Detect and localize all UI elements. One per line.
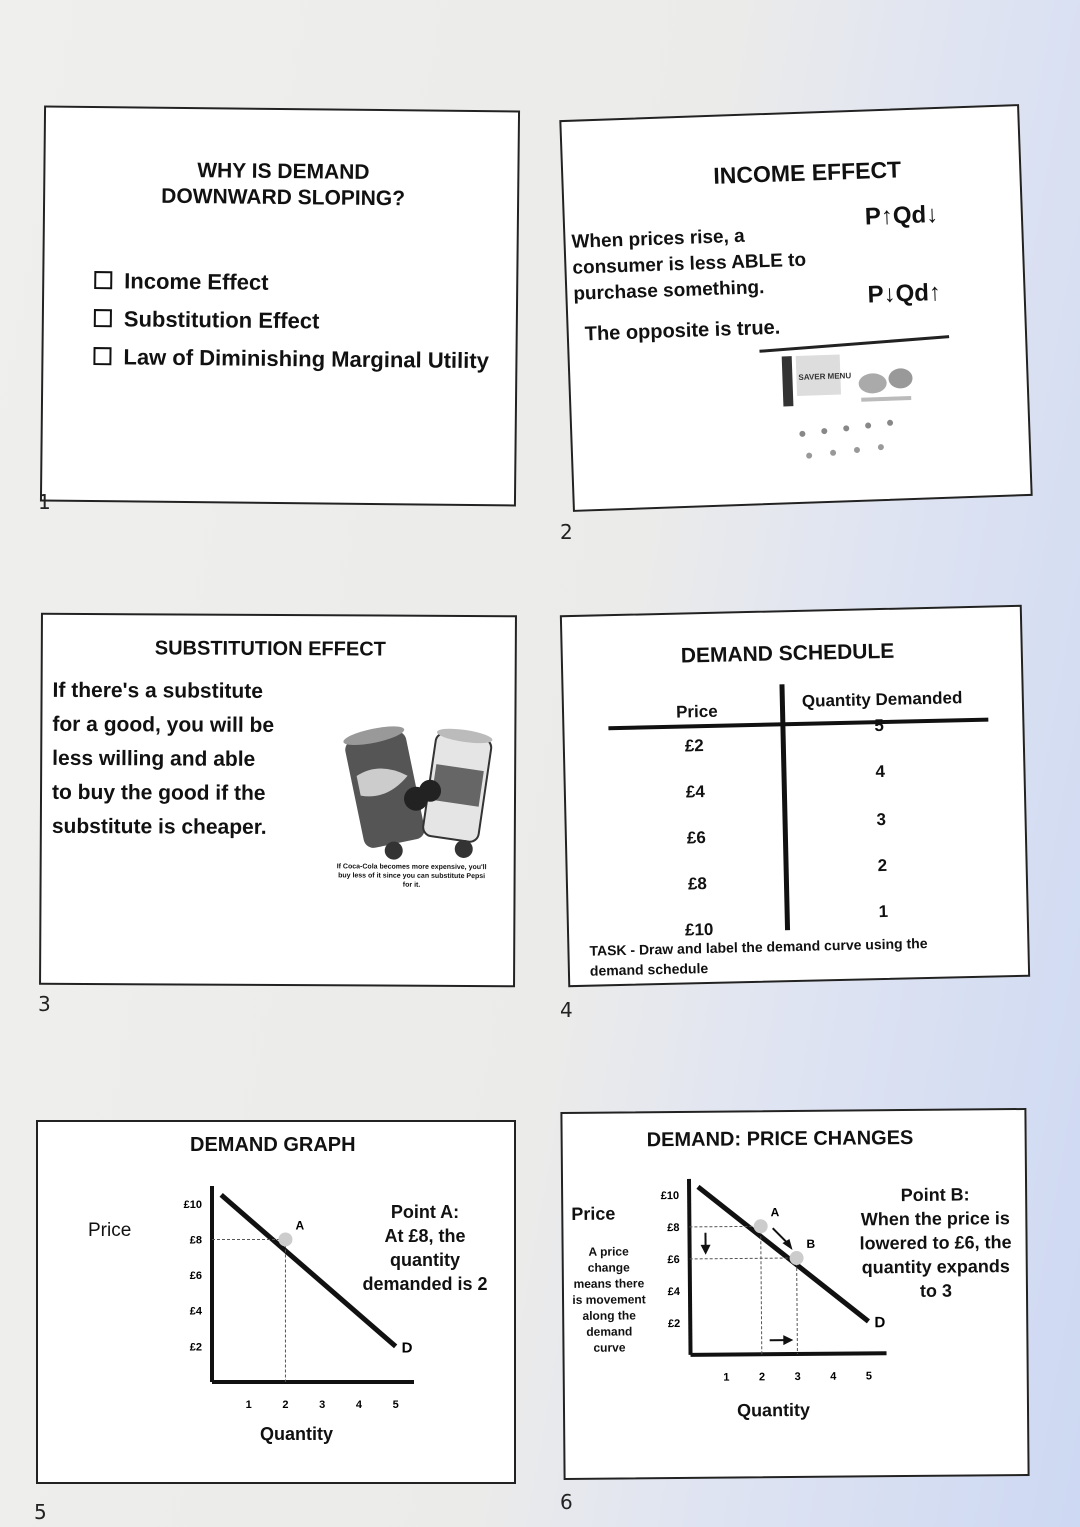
- curve-label: D: [401, 1339, 413, 1357]
- table-cell-price: £4: [685, 782, 706, 802]
- slide5-title: DEMAND GRAPH: [190, 1134, 356, 1156]
- slide-number-3: 3: [38, 992, 51, 1016]
- slide3-title: SUBSTITUTION EFFECT: [154, 637, 386, 661]
- y-tick-label: £8: [667, 1222, 680, 1235]
- table-cell-price: £6: [686, 828, 707, 848]
- y-axis: [689, 1179, 691, 1355]
- note-line-2: At £8, the: [384, 1226, 466, 1246]
- checkbox-icon: [93, 347, 111, 365]
- slide2-opposite: The opposite is true.: [584, 316, 781, 346]
- x-tick-label: 1: [245, 1399, 252, 1411]
- side-line: change: [587, 1260, 630, 1275]
- y-tick-label: £4: [189, 1305, 202, 1318]
- side-line: A price: [588, 1244, 629, 1259]
- saver-menu-sign: SAVER MENU: [798, 371, 852, 382]
- x-tick-label: 5: [865, 1370, 873, 1383]
- table-cell-qty: 2: [877, 855, 888, 876]
- slide3-body-line1: If there's a substitute: [52, 678, 264, 703]
- slide2-body-line3: purchase something.: [573, 277, 765, 305]
- checkbox-icon: [94, 271, 112, 289]
- slide2-formula-2: P↓Qd↑: [867, 278, 942, 309]
- slide-number-4: 4: [560, 998, 573, 1022]
- slide1-item-1: [94, 268, 269, 296]
- x-tick-label: 2: [282, 1399, 289, 1411]
- slide1-title-line1: WHY IS DEMAND: [197, 159, 370, 184]
- y-tick-label: £6: [667, 1254, 680, 1267]
- data-point: [754, 1219, 768, 1233]
- item-text: Law of Diminishing Marginal Utility: [123, 344, 490, 374]
- x-tick-label: 1: [723, 1371, 730, 1384]
- slide-number-1: 1: [38, 490, 51, 514]
- slide-3: [39, 613, 517, 987]
- side-line: curve: [593, 1340, 626, 1355]
- note-line-3: quantity: [390, 1250, 460, 1270]
- guide-line-horizontal: [690, 1258, 797, 1259]
- x-tick-label: 3: [794, 1370, 801, 1384]
- note-line-2: When the price is: [860, 1208, 1010, 1230]
- caption-line-3: for it.: [402, 881, 421, 889]
- guide-line-horizontal: [689, 1226, 760, 1227]
- side-line: is movement: [572, 1292, 646, 1307]
- slide6-y-label: Price: [571, 1203, 616, 1224]
- slide-1: [40, 106, 520, 507]
- slide4-task-line1: TASK - Draw and label the demand curve using the: [589, 935, 928, 959]
- slide2-title: INCOME EFFECT: [712, 156, 902, 189]
- table-cell-qty: 1: [878, 901, 889, 922]
- table-cell-qty: 4: [875, 761, 886, 782]
- data-point: [278, 1232, 292, 1246]
- table-cell-price: £2: [684, 736, 704, 756]
- point-label: A: [770, 1205, 780, 1220]
- quantity-arrow-head: [783, 1335, 793, 1345]
- slide1-item-2: [94, 306, 320, 334]
- slide5-y-label: Price: [88, 1220, 132, 1241]
- slide4-title: DEMAND SCHEDULE: [680, 639, 895, 668]
- slide-5: [36, 1120, 516, 1484]
- slide2-body-line2: consumer is less ABLE to: [572, 249, 807, 279]
- caption-line-1: If Coca-Cola becomes more expensive, you'll: [336, 863, 487, 872]
- slide-2: [559, 104, 1032, 512]
- point-label: A: [295, 1218, 305, 1233]
- table-horizontal-rule: [608, 718, 988, 731]
- y-tick-label: £2: [667, 1318, 681, 1331]
- table-cell-price: £10: [684, 919, 714, 940]
- saver-menu-image: [759, 337, 954, 484]
- price-arrow-head: [701, 1245, 711, 1255]
- slide2-body-line1: When prices rise, a: [571, 225, 746, 253]
- guide-line-vertical: [797, 1258, 798, 1354]
- slide-6: [560, 1108, 1029, 1480]
- y-tick-label: £6: [189, 1270, 202, 1283]
- x-axis: [691, 1353, 887, 1355]
- table-cell-qty: 3: [876, 809, 887, 830]
- y-tick-label: £10: [183, 1198, 202, 1211]
- x-tick-label: 5: [392, 1399, 399, 1411]
- point-label: B: [806, 1236, 816, 1251]
- y-tick-label: £2: [189, 1341, 202, 1354]
- slide4-task-line2: demand schedule: [589, 960, 709, 979]
- slide1-title-line2: DOWNWARD SLOPING?: [161, 184, 406, 211]
- guide-line-vertical: [761, 1226, 762, 1354]
- table-cell-price: £8: [687, 874, 708, 894]
- x-tick-label: 4: [830, 1370, 837, 1383]
- note-line-3: lowered to £6, the: [859, 1232, 1012, 1254]
- x-tick-label: 2: [758, 1371, 766, 1384]
- slide3-caption: [302, 862, 522, 890]
- y-tick-label: £10: [660, 1190, 680, 1203]
- item-text: Substitution Effect: [123, 306, 320, 334]
- slide6-title: DEMAND: PRICE CHANGES: [646, 1126, 914, 1152]
- slide3-body-line2: for a good, you will be: [52, 712, 275, 737]
- checkbox-icon: [94, 309, 112, 327]
- slide6-side-text: [564, 1243, 655, 1356]
- slide1-item-3: [93, 344, 489, 374]
- slide6-note: [845, 1182, 1026, 1304]
- note-line-1: Point A:: [390, 1202, 460, 1222]
- side-line: demand: [586, 1324, 633, 1339]
- side-line: along the: [582, 1308, 636, 1323]
- slide5-x-label: Quantity: [260, 1424, 334, 1444]
- slide-number-5: 5: [34, 1500, 47, 1524]
- slide6-x-label: Quantity: [736, 1399, 811, 1421]
- note-line-4: quantity expands: [861, 1256, 1010, 1278]
- side-line: means there: [573, 1276, 645, 1291]
- slide-number-2: 2: [560, 520, 573, 544]
- slide5-note: [350, 1200, 500, 1296]
- slide3-body-line4: to buy the good if the: [51, 780, 266, 805]
- data-point: [790, 1251, 804, 1265]
- slide-4: [560, 605, 1030, 987]
- demand-curve: [698, 1185, 868, 1322]
- slide3-body-line3: less willing and able: [52, 746, 256, 771]
- cola-cans-fight-image: [334, 720, 505, 861]
- item-text: Income Effect: [124, 268, 269, 295]
- caption-line-2: buy less of it since you can substitute Pepsi: [338, 872, 486, 881]
- y-tick-label: £4: [667, 1286, 681, 1299]
- note-line-1: Point B:: [900, 1184, 970, 1206]
- table-cell-qty: 5: [874, 715, 885, 736]
- curve-label: D: [874, 1314, 886, 1332]
- slide-number-6: 6: [560, 1490, 573, 1514]
- col-header-price: Price: [675, 701, 718, 722]
- slide3-body-line5: substitute is cheaper.: [51, 814, 267, 839]
- note-line-5: to 3: [919, 1280, 953, 1301]
- x-tick-label: 4: [355, 1399, 362, 1411]
- col-header-quantity: Quantity Demanded: [801, 688, 963, 711]
- slide2-formula-1: P↑Qd↓: [864, 200, 939, 231]
- note-line-4: demanded is 2: [362, 1274, 488, 1294]
- y-tick-label: £8: [189, 1234, 202, 1247]
- x-tick-label: 3: [319, 1399, 326, 1411]
